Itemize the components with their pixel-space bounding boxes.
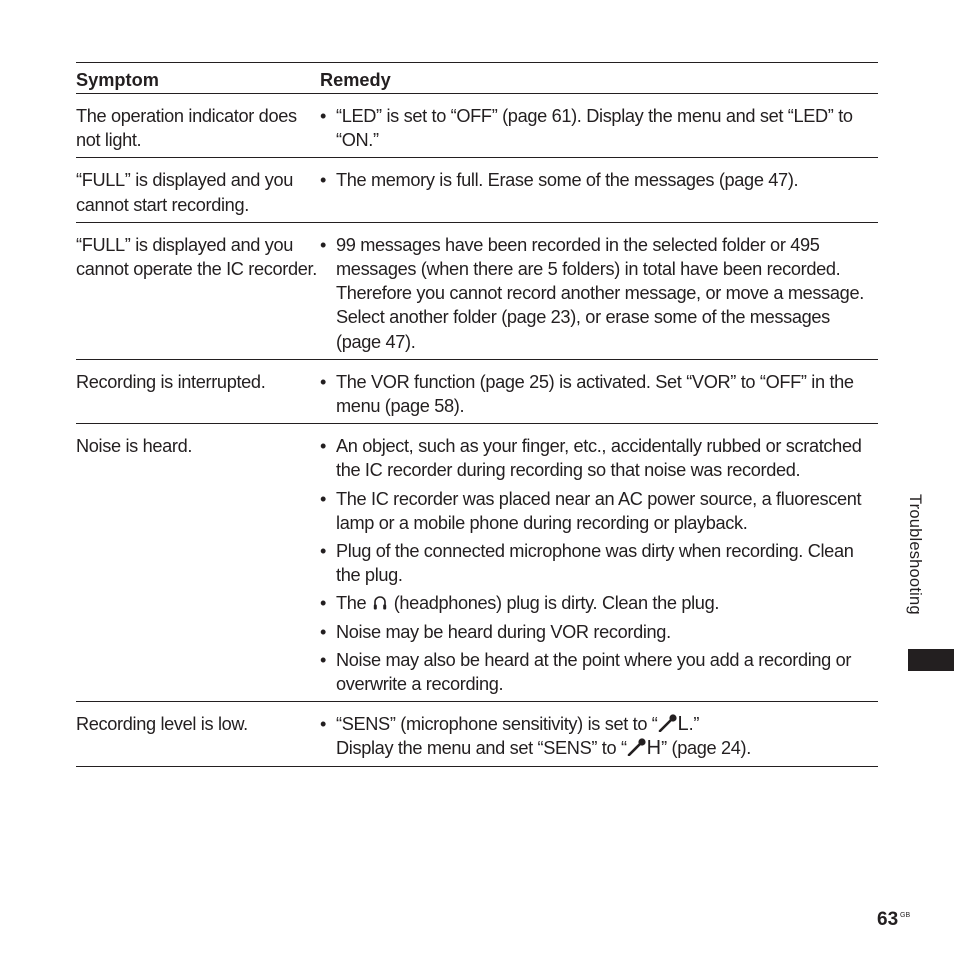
symptom-cell: Recording is interrupted. bbox=[76, 359, 320, 423]
microphone-icon bbox=[658, 714, 678, 732]
remedy-item: • Noise may also be heard at the point where you add a recording or overwrite a recording. bbox=[320, 648, 878, 696]
remedy-list bbox=[320, 168, 878, 192]
table-row bbox=[76, 702, 878, 766]
remedy-list bbox=[320, 434, 878, 696]
remedy-text: ” (page 24). bbox=[661, 738, 751, 759]
section-tab-marker bbox=[908, 649, 954, 671]
remedy-item: • Noise may be heard during VOR recording. bbox=[320, 620, 878, 644]
remedy-item: • Plug of the connected microphone was dirty when recording. Clean the plug. bbox=[320, 539, 878, 587]
table-row bbox=[76, 158, 878, 222]
page-region-code: GB bbox=[900, 912, 911, 919]
remedy-item: • 99 messages have been recorded in the selected folder or 495 messages (when there are 5 folders) in total have been recorded. Therefore you cannot record another message, or move a message. Select another folder (page 23), or erase some of the messages (page 47). bbox=[320, 233, 878, 354]
remedy-item: • “LED” is set to “OFF” (page 61). Display the menu and set “LED” to “ON.” bbox=[320, 104, 878, 152]
symptom-cell: “FULL” is displayed and you cannot operate the IC recorder. bbox=[76, 222, 320, 359]
headphones-icon bbox=[373, 595, 387, 611]
remedy-item: • The memory is full. Erase some of the messages (page 47). bbox=[320, 168, 878, 192]
remedy-list bbox=[320, 370, 878, 418]
remedy-item: • An object, such as your finger, etc., accidentally rubbed or scratched the IC recorder during recording so that noise was recorded. bbox=[320, 434, 878, 482]
table-header-row bbox=[76, 63, 878, 94]
remedy-list bbox=[320, 712, 878, 760]
symptom-cell: “FULL” is displayed and you cannot start recording. bbox=[76, 158, 320, 222]
section-tab bbox=[906, 494, 930, 639]
remedy-header: Remedy bbox=[320, 63, 878, 94]
sensitivity-high-label: H bbox=[646, 737, 662, 760]
remedy-text: “SENS” (microphone sensitivity) is set to “ bbox=[336, 714, 658, 735]
remedy-cell bbox=[320, 702, 878, 766]
remedy-item bbox=[320, 712, 878, 760]
symptom-cell: Noise is heard. bbox=[76, 424, 320, 702]
remedy-list bbox=[320, 233, 878, 354]
troubleshooting-table bbox=[76, 62, 878, 767]
section-tab-label: Troubleshooting bbox=[906, 494, 924, 615]
remedy-cell bbox=[320, 158, 878, 222]
page-number: 63 bbox=[877, 909, 899, 930]
remedy-cell bbox=[320, 359, 878, 423]
remedy-cell bbox=[320, 222, 878, 359]
remedy-list bbox=[320, 104, 878, 152]
microphone-icon bbox=[627, 738, 647, 756]
remedy-cell bbox=[320, 94, 878, 158]
remedy-cell bbox=[320, 424, 878, 702]
table-row bbox=[76, 424, 878, 702]
symptom-cell: The operation indicator does not light. bbox=[76, 94, 320, 158]
symptom-header: Symptom bbox=[76, 63, 320, 94]
sensitivity-low-label: L bbox=[677, 713, 689, 736]
remedy-text: The bbox=[336, 593, 367, 614]
table-row bbox=[76, 94, 878, 158]
remedy-item: • The IC recorder was placed near an AC power source, a fluorescent lamp or a mobile phone during recording or playback. bbox=[320, 487, 878, 535]
remedy-text: Display the menu and set “SENS” to “ bbox=[336, 738, 627, 759]
symptom-cell: Recording level is low. bbox=[76, 702, 320, 766]
remedy-text: (headphones) plug is dirty. Clean the plug. bbox=[393, 593, 720, 614]
table-row bbox=[76, 222, 878, 359]
table-row bbox=[76, 359, 878, 423]
remedy-text: .” bbox=[688, 714, 700, 735]
remedy-item bbox=[320, 591, 878, 615]
remedy-item: • The VOR function (page 25) is activated. Set “VOR” to “OFF” in the menu (page 58). bbox=[320, 370, 878, 418]
